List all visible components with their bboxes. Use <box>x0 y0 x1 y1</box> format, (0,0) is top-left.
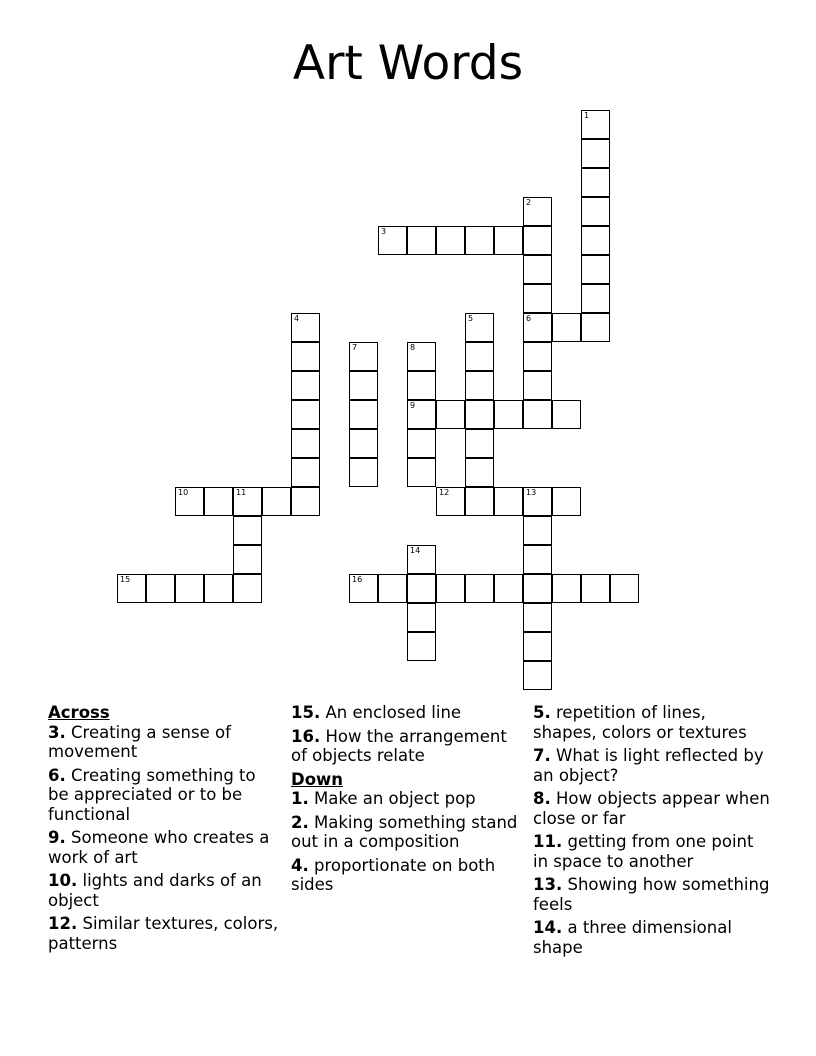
clue-down-7: 7. What is light reflected by an object? <box>533 746 764 785</box>
clue-number: 10 <box>178 488 189 497</box>
grid-cell[interactable] <box>581 139 610 168</box>
grid-cell[interactable] <box>204 487 233 516</box>
grid-cell[interactable] <box>175 574 204 603</box>
grid-cell[interactable] <box>523 255 552 284</box>
grid-cell[interactable] <box>494 226 523 255</box>
grid-cell[interactable] <box>523 313 552 342</box>
clue-number: 5 <box>468 314 474 323</box>
grid-cell[interactable] <box>407 226 436 255</box>
clue-across-6: 6. Creating something to be appreciated or to be functional <box>48 765 256 824</box>
grid-cell[interactable] <box>465 574 494 603</box>
clue-across-12: 12. Similar textures, colors, patterns <box>48 914 279 953</box>
grid-cell[interactable] <box>349 400 378 429</box>
clue-column-1 <box>48 703 280 957</box>
grid-cell[interactable] <box>610 574 639 603</box>
clue-number: 16 <box>352 575 363 584</box>
grid-cell[interactable] <box>465 371 494 400</box>
grid-cell[interactable] <box>407 342 436 371</box>
clue-number: 12 <box>439 488 450 497</box>
grid-cell[interactable] <box>233 487 262 516</box>
grid-cell[interactable] <box>407 400 436 429</box>
grid-cell[interactable] <box>523 516 552 545</box>
clue-column-3 <box>533 703 773 961</box>
clue-down-8: 8. How objects appear when close or far <box>533 789 770 828</box>
clue-across-15: 15. An enclosed line <box>291 703 462 722</box>
clue-number: 15 <box>120 575 131 584</box>
grid-cell[interactable] <box>552 487 581 516</box>
clue-down-13: 13. Showing how something feels <box>533 875 770 914</box>
grid-cell[interactable] <box>523 661 552 690</box>
grid-cell[interactable] <box>349 342 378 371</box>
grid-cell[interactable] <box>523 371 552 400</box>
grid-cell[interactable] <box>494 574 523 603</box>
clue-number: 3 <box>381 227 387 236</box>
grid-cell[interactable] <box>523 400 552 429</box>
grid-cell[interactable] <box>465 226 494 255</box>
grid-cell[interactable] <box>291 313 320 342</box>
grid-cell[interactable] <box>291 400 320 429</box>
clue-across-10: 10. lights and darks of an object <box>48 871 262 910</box>
grid-cell[interactable] <box>407 458 436 487</box>
grid-cell[interactable] <box>581 226 610 255</box>
grid-cell[interactable] <box>436 400 465 429</box>
grid-cell[interactable] <box>581 110 610 139</box>
grid-cell[interactable] <box>378 226 407 255</box>
clue-down-5: 5. repetition of lines, shapes, colors or textures <box>533 703 747 742</box>
grid-cell[interactable] <box>407 632 436 661</box>
clue-number: 1 <box>584 111 590 120</box>
grid-cell[interactable] <box>233 516 262 545</box>
grid-cell[interactable] <box>523 545 552 574</box>
grid-cell[interactable] <box>117 574 146 603</box>
grid-cell[interactable] <box>233 545 262 574</box>
clue-down-2: 2. Making something stand out in a composition <box>291 812 518 851</box>
grid-cell[interactable] <box>436 226 465 255</box>
grid-cell[interactable] <box>523 342 552 371</box>
grid-cell[interactable] <box>552 400 581 429</box>
clue-number: 6 <box>526 314 532 323</box>
down-heading: Down <box>291 769 344 789</box>
grid-cell[interactable] <box>407 545 436 574</box>
clue-across-9: 9. Someone who creates a work of art <box>48 828 270 867</box>
grid-cell[interactable] <box>291 342 320 371</box>
clue-number: 11 <box>236 488 247 497</box>
grid-cell[interactable] <box>262 487 291 516</box>
clue-number: 14 <box>410 546 421 555</box>
grid-cell[interactable] <box>523 226 552 255</box>
clue-down-1: 1. Make an object pop <box>291 789 476 808</box>
grid-cell[interactable] <box>523 632 552 661</box>
clue-number: 8 <box>410 343 416 352</box>
grid-cell[interactable] <box>523 603 552 632</box>
grid-cell[interactable] <box>436 574 465 603</box>
grid-cell[interactable] <box>204 574 233 603</box>
grid-cell[interactable] <box>465 487 494 516</box>
clue-down-11: 11. getting from one point in space to another <box>533 832 754 871</box>
grid-cell[interactable] <box>581 313 610 342</box>
clue-number: 2 <box>526 198 532 207</box>
grid-cell[interactable] <box>291 371 320 400</box>
grid-cell[interactable] <box>581 197 610 226</box>
grid-cell[interactable] <box>465 313 494 342</box>
grid-cell[interactable] <box>291 429 320 458</box>
grid-cell[interactable] <box>407 371 436 400</box>
grid-cell[interactable] <box>581 255 610 284</box>
clue-down-4: 4. proportionate on both sides <box>291 855 496 894</box>
grid-cell[interactable] <box>465 400 494 429</box>
grid-cell[interactable] <box>349 371 378 400</box>
grid-cell[interactable] <box>581 168 610 197</box>
clue-number: 4 <box>294 314 300 323</box>
grid-cell[interactable] <box>494 400 523 429</box>
across-heading: Across <box>48 703 110 722</box>
clue-number: 13 <box>526 488 537 497</box>
grid-cell[interactable] <box>523 284 552 313</box>
clue-across-16: 16. How the arrangement of objects relate <box>291 726 507 765</box>
grid-cell[interactable] <box>291 458 320 487</box>
grid-cell[interactable] <box>233 574 262 603</box>
page-title: Art Words <box>292 36 524 91</box>
grid-cell[interactable] <box>465 342 494 371</box>
grid-cell[interactable] <box>552 313 581 342</box>
clue-number: 7 <box>352 343 358 352</box>
grid-cell[interactable] <box>523 574 552 603</box>
grid-cell[interactable] <box>581 574 610 603</box>
grid-cell[interactable] <box>552 574 581 603</box>
grid-cell[interactable] <box>407 574 436 603</box>
grid-cell[interactable] <box>349 429 378 458</box>
grid-cell[interactable] <box>349 574 378 603</box>
grid-cell[interactable] <box>407 429 436 458</box>
grid-cell[interactable] <box>349 458 378 487</box>
grid-cell[interactable] <box>175 487 204 516</box>
grid-cell[interactable] <box>523 487 552 516</box>
clue-number: 9 <box>410 401 416 410</box>
grid-cell[interactable] <box>436 487 465 516</box>
clue-down-14: 14. a three dimensional shape <box>533 918 732 957</box>
grid-cell[interactable] <box>581 284 610 313</box>
grid-cell[interactable] <box>523 197 552 226</box>
grid-cell[interactable] <box>378 574 407 603</box>
grid-cell[interactable] <box>494 487 523 516</box>
clue-column-2 <box>291 703 523 899</box>
grid-cell[interactable] <box>465 429 494 458</box>
clue-across-3: 3. Creating a sense of movement <box>48 722 231 761</box>
grid-cell[interactable] <box>146 574 175 603</box>
grid-cell[interactable] <box>465 458 494 487</box>
grid-cell[interactable] <box>291 487 320 516</box>
grid-cell[interactable] <box>407 603 436 632</box>
